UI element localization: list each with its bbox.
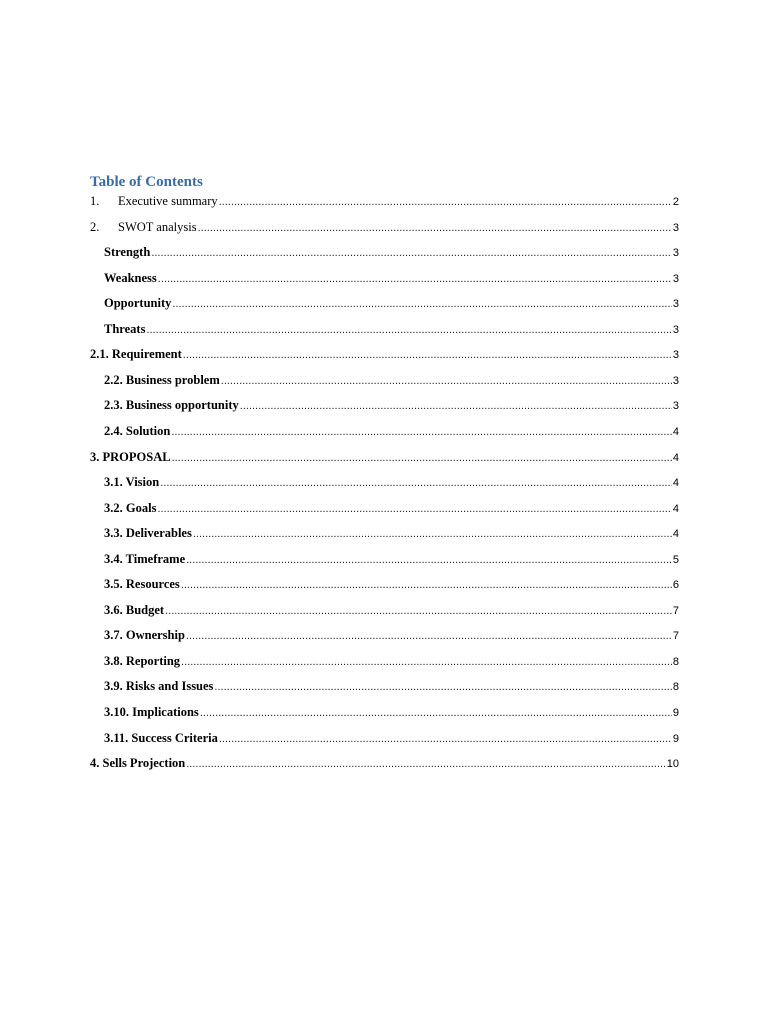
toc-entry[interactable] bbox=[104, 677, 679, 695]
toc-entry-label: 3.10. Implications bbox=[104, 705, 199, 719]
toc-entry-number: 1. bbox=[90, 194, 100, 208]
toc-entry-label: 2.3. Business opportunity bbox=[104, 398, 239, 412]
toc-entry-page-number: 3 bbox=[672, 247, 679, 259]
toc-entry-page-number: 3 bbox=[672, 324, 679, 336]
toc-entry[interactable] bbox=[104, 575, 679, 593]
toc-entry-page-number: 4 bbox=[672, 528, 679, 540]
toc-entry-page-number: 4 bbox=[672, 426, 679, 438]
toc-dot-leader bbox=[172, 295, 671, 313]
toc-entry-page-number: 8 bbox=[672, 656, 679, 668]
toc-entry-page-number: 3 bbox=[672, 222, 679, 234]
toc-entry[interactable] bbox=[90, 218, 679, 236]
toc-entry-label: 3.5. Resources bbox=[104, 577, 180, 591]
toc-entry[interactable] bbox=[104, 294, 679, 312]
toc-dot-leader bbox=[157, 500, 671, 518]
toc-dot-leader bbox=[219, 730, 672, 748]
toc-entry[interactable] bbox=[104, 652, 679, 670]
toc-entry-label: 3.8. Reporting bbox=[104, 654, 181, 668]
toc-entry-label: 3. PROPOSAL bbox=[90, 450, 171, 464]
toc-entry-page-number: 3 bbox=[672, 273, 679, 285]
toc-entry[interactable] bbox=[104, 396, 679, 414]
toc-entry-page-number: 5 bbox=[672, 554, 679, 566]
toc-entry-page-number: 10 bbox=[666, 758, 679, 770]
toc-dot-leader bbox=[146, 321, 671, 339]
toc-dot-leader bbox=[165, 602, 672, 620]
toc-entry-label: 3.7. Ownership bbox=[104, 628, 185, 642]
toc-entry-label: Opportunity bbox=[104, 296, 172, 310]
toc-dot-leader bbox=[158, 270, 672, 288]
toc-entry-page-number: 4 bbox=[672, 503, 679, 515]
toc-entry-number: 2. bbox=[90, 220, 100, 234]
toc-entry-label: 3.9. Risks and Issues bbox=[104, 679, 214, 693]
toc-entry[interactable] bbox=[104, 626, 679, 644]
toc-dot-leader bbox=[186, 755, 666, 773]
toc-entry[interactable] bbox=[90, 345, 679, 363]
toc-dot-leader bbox=[160, 474, 672, 492]
toc-entry-label: 2.1. Requirement bbox=[90, 347, 182, 361]
toc-entry[interactable] bbox=[104, 499, 679, 517]
toc-entry[interactable] bbox=[104, 729, 679, 747]
toc-dot-leader bbox=[186, 627, 672, 645]
toc-entry-page-number: 4 bbox=[672, 477, 679, 489]
toc-entry-label: Strength bbox=[104, 245, 151, 259]
toc-entry[interactable] bbox=[104, 269, 679, 287]
toc-dot-leader bbox=[171, 423, 672, 441]
toc-entry[interactable] bbox=[90, 192, 679, 210]
toc-dot-leader bbox=[186, 551, 672, 569]
toc-dot-leader bbox=[240, 397, 672, 415]
toc-title: Table of Contents bbox=[90, 174, 203, 190]
toc-entry[interactable] bbox=[104, 243, 679, 261]
toc-entry-label: 3.2. Goals bbox=[104, 501, 157, 515]
toc-entry[interactable] bbox=[104, 473, 679, 491]
toc-entry-page-number: 6 bbox=[672, 579, 679, 591]
toc-entry-label: Executive summary bbox=[118, 194, 218, 208]
toc-entry[interactable] bbox=[104, 422, 679, 440]
toc-entry-label: 2.4. Solution bbox=[104, 424, 171, 438]
toc-entry-label: 3.3. Deliverables bbox=[104, 526, 192, 540]
toc-dot-leader bbox=[221, 372, 672, 390]
toc-dot-leader bbox=[200, 704, 672, 722]
toc-dot-leader bbox=[198, 219, 672, 237]
toc-entry-label: 4. Sells Projection bbox=[90, 756, 186, 770]
toc-entry-page-number: 7 bbox=[672, 630, 679, 642]
toc-dot-leader bbox=[151, 244, 672, 262]
toc-entry-page-number: 3 bbox=[672, 349, 679, 361]
toc-entry-page-number: 9 bbox=[672, 707, 679, 719]
toc-dot-leader bbox=[214, 678, 671, 696]
toc-entry-label: SWOT analysis bbox=[118, 220, 197, 234]
toc-entry-page-number: 4 bbox=[672, 452, 679, 464]
toc-entry-page-number: 3 bbox=[672, 375, 679, 387]
toc-entry-page-number: 2 bbox=[672, 196, 679, 208]
toc-entry-page-number: 8 bbox=[672, 681, 679, 693]
toc-entry-page-number: 3 bbox=[672, 298, 679, 310]
toc-entry[interactable] bbox=[104, 550, 679, 568]
toc-dot-leader bbox=[181, 576, 672, 594]
toc-entry[interactable] bbox=[104, 320, 679, 338]
toc-entry[interactable] bbox=[104, 524, 679, 542]
toc-entry[interactable] bbox=[90, 754, 679, 772]
toc-entry-label: Weakness bbox=[104, 271, 157, 285]
toc-entry-label: 2.2. Business problem bbox=[104, 373, 220, 387]
toc-entry-label: 3.1. Vision bbox=[104, 475, 160, 489]
toc-dot-leader bbox=[183, 346, 672, 364]
toc-entry[interactable] bbox=[104, 601, 679, 619]
toc-entry-label: Threats bbox=[104, 322, 146, 336]
toc-dot-leader bbox=[172, 449, 672, 467]
toc-dot-leader bbox=[219, 193, 672, 211]
toc-entry-page-number: 9 bbox=[672, 733, 679, 745]
toc-entry[interactable] bbox=[104, 703, 679, 721]
toc-entry[interactable] bbox=[90, 448, 679, 466]
toc-entry-label: 3.11. Success Criteria bbox=[104, 731, 218, 745]
toc-dot-leader bbox=[181, 653, 672, 671]
toc-entry-page-number: 7 bbox=[672, 605, 679, 617]
toc-entry-label: 3.6. Budget bbox=[104, 603, 165, 617]
toc-entry-page-number: 3 bbox=[672, 400, 679, 412]
toc-entry-label: 3.4. Timeframe bbox=[104, 552, 186, 566]
toc-dot-leader bbox=[193, 525, 672, 543]
toc-entry[interactable] bbox=[104, 371, 679, 389]
